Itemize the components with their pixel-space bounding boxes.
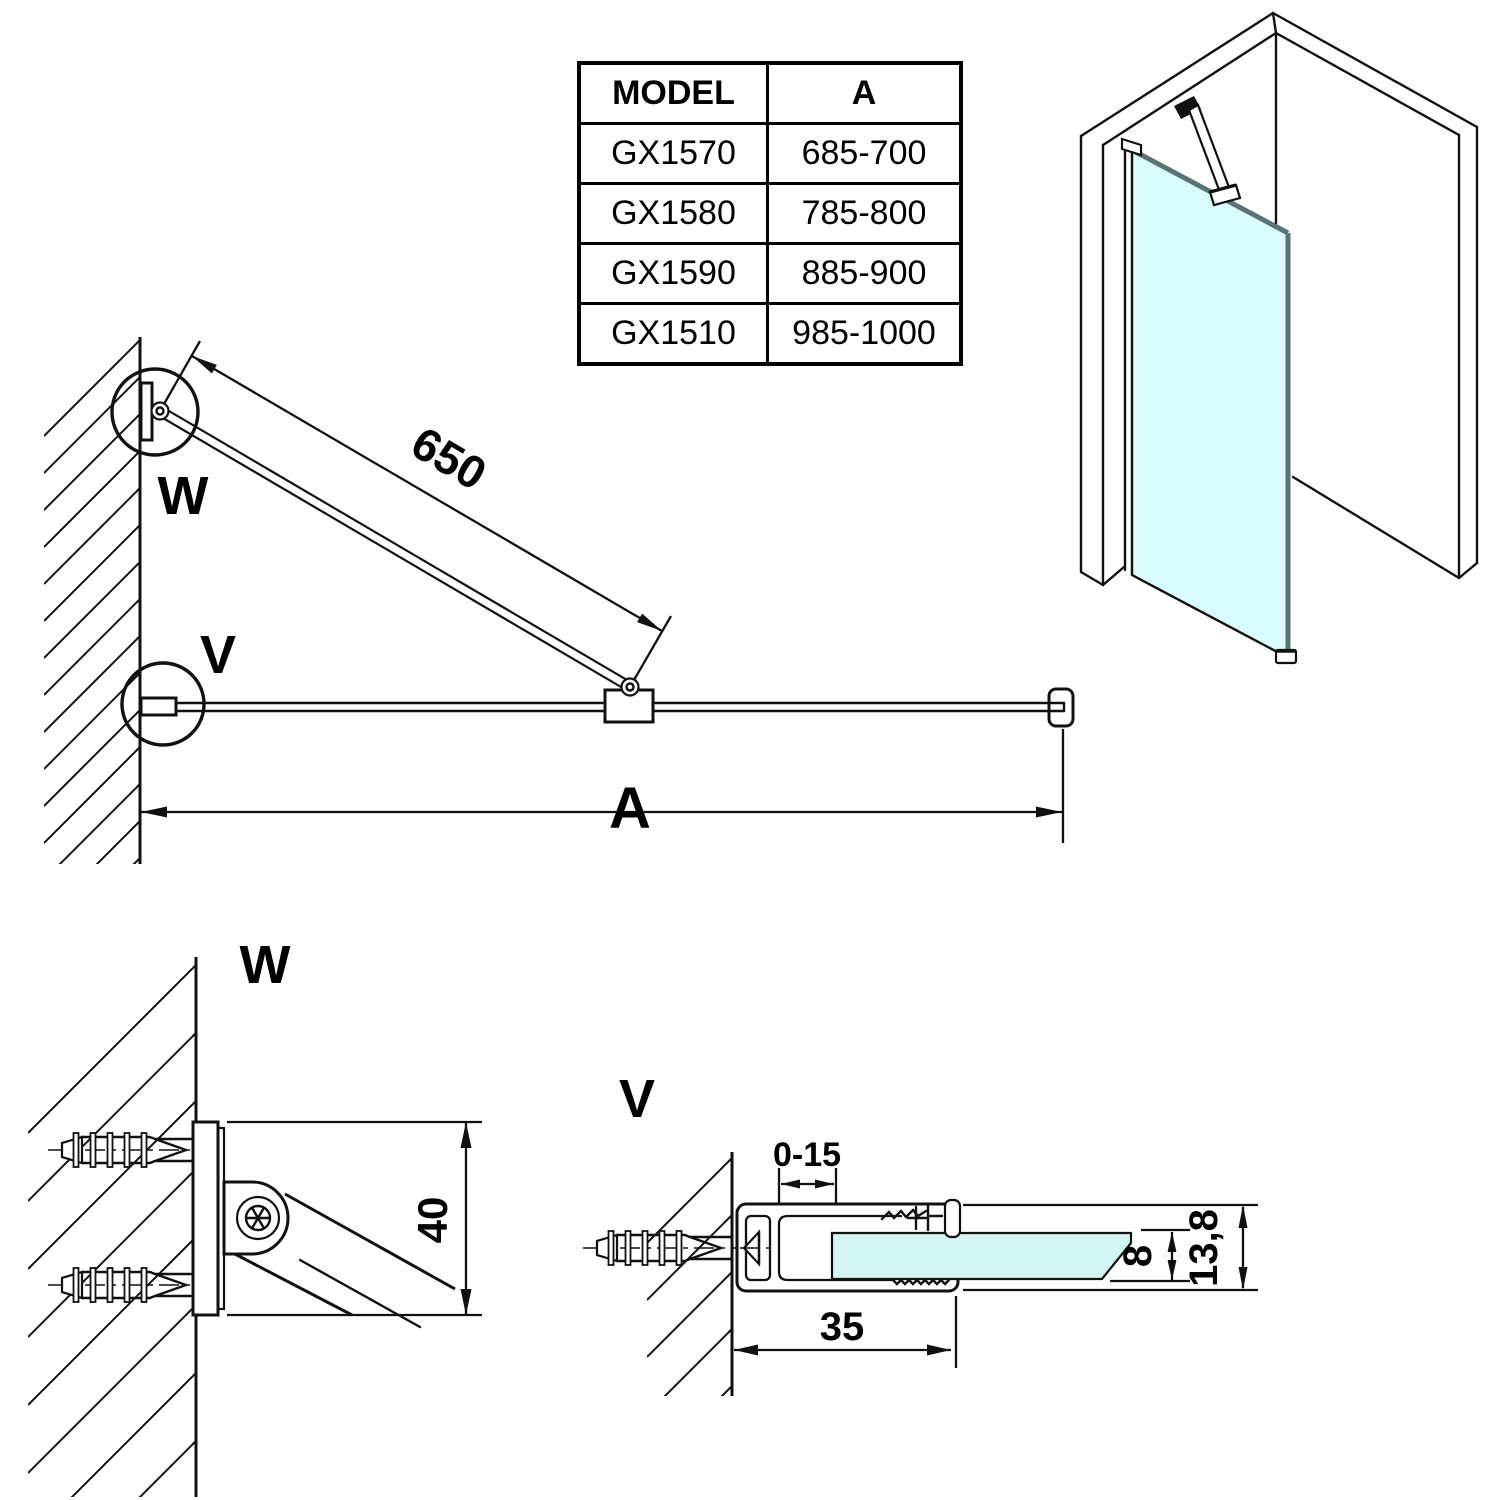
model-cell: GX1580 [581,185,769,242]
a-cell: 985-1000 [792,314,936,352]
dim-0-15-label: 0-15 [772,1136,842,1174]
model-cell: GX1590 [581,245,769,302]
bracket-pivot [152,403,169,420]
plan-v-label: V [199,625,237,685]
wall-anchor-v [583,1231,737,1265]
detail-v-title: V [618,1069,656,1129]
dimension-35 [734,1296,956,1368]
glass-end-cap [1049,689,1073,726]
clamp-pivot [622,679,639,696]
dim-a-label: A [609,776,651,841]
wall-hatching-v [647,1158,732,1471]
bracket-plate-w [193,1122,218,1315]
isometric-view [1081,13,1477,663]
plan-view [44,337,1073,954]
dim-8-label: 8 [1116,1244,1160,1268]
wall-bracket-plate [141,383,152,440]
dimension-a [141,729,1063,843]
floor-foot-3d [1276,650,1296,663]
pivot-screw [237,1197,279,1239]
dimension-0-15 [773,1136,841,1204]
dim-650-label: 650 [402,416,496,501]
glass-section [832,1233,1131,1279]
wall-anchor [48,1133,202,1167]
header-model: MODEL [581,65,769,122]
dim-40-label: 40 [409,1196,456,1244]
dim-13-8-label: 13,8 [1182,1209,1226,1287]
plan-w-label: W [157,466,209,526]
a-cell: 685-700 [801,134,927,172]
model-cell: GX1570 [581,125,769,182]
wall-anchor [48,1268,202,1302]
wall-hatching [44,340,140,954]
dim-35-label: 35 [819,1305,865,1349]
glass-panel-3d [1132,150,1288,657]
dimension-650 [164,341,671,680]
a-cell: 785-800 [801,194,927,232]
wall-profile-section [141,698,176,715]
header-a: A [851,74,877,112]
detail-w-title: W [239,935,291,995]
detail-v-view [583,1069,1258,1471]
model-cell: GX1510 [581,305,769,362]
detail-w-view [28,935,482,1500]
wall-hatching-w [28,965,196,1500]
a-cell: 885-900 [801,254,927,292]
